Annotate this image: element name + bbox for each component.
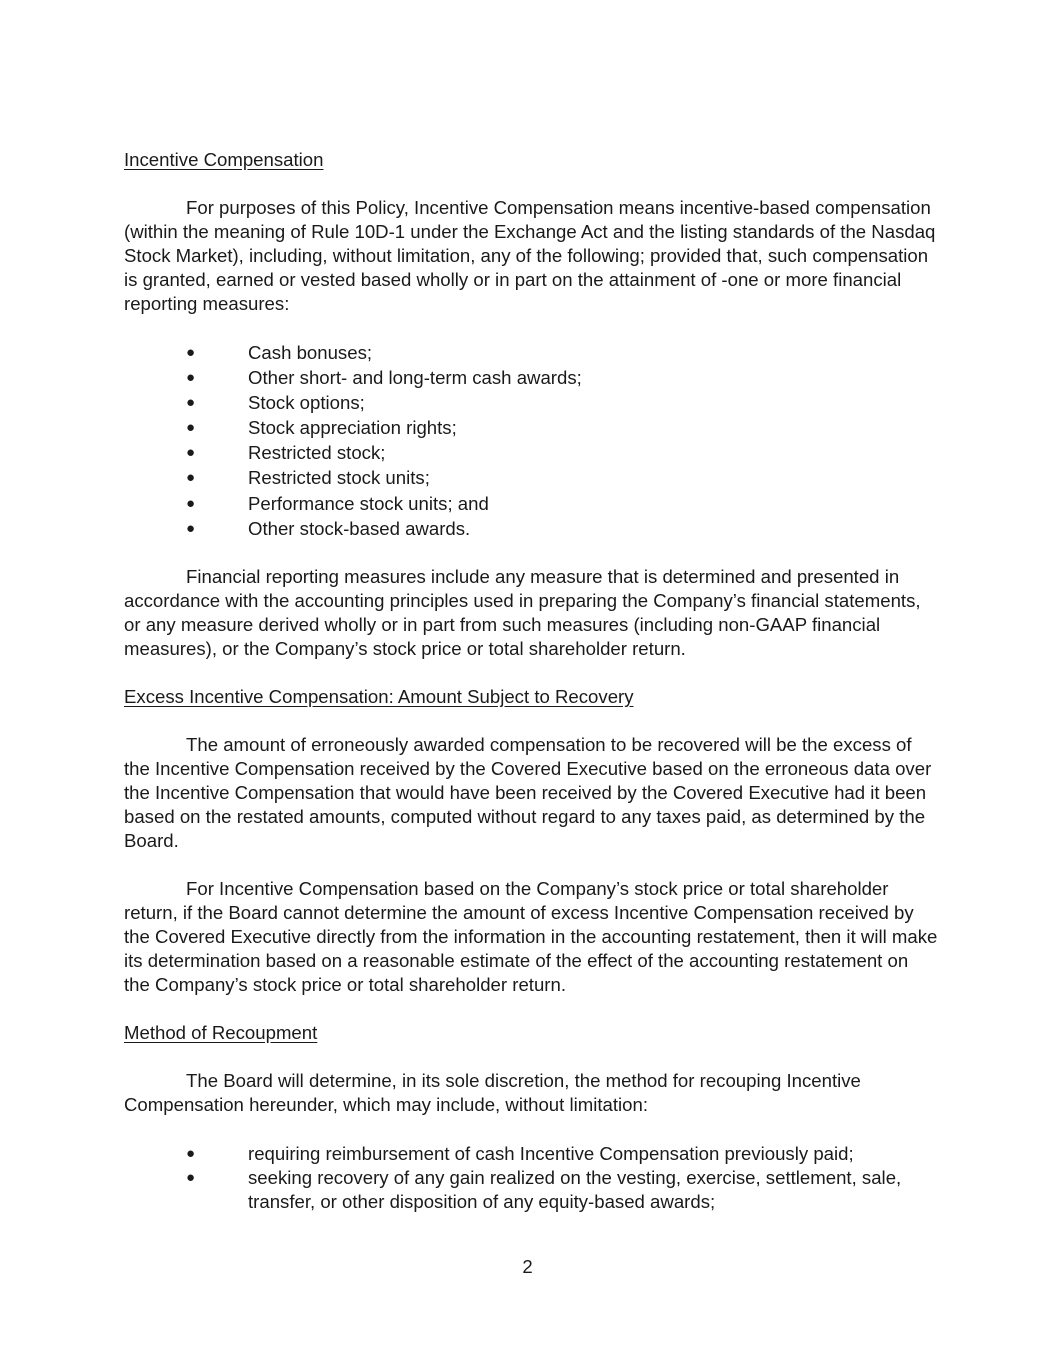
bullet-icon: ● bbox=[186, 344, 196, 361]
method-of-recoupment-heading: Method of Recoupment bbox=[124, 1021, 318, 1043]
bullet-icon: ● bbox=[186, 369, 196, 387]
list-item: ● Other stock-based awards. bbox=[124, 516, 939, 541]
bullet-icon: ● bbox=[186, 444, 196, 462]
list-item: ● Restricted stock units; bbox=[124, 465, 939, 490]
bullet-icon: ● bbox=[186, 394, 196, 412]
bullet-icon: ● bbox=[186, 519, 196, 537]
list-item: ● Performance stock units; and bbox=[124, 491, 939, 516]
bullet-icon: ● bbox=[186, 469, 196, 487]
list-item: ● Cash bonuses; bbox=[124, 340, 939, 365]
list-item: ● requiring reimbursement of cash Incentive Compensation previously paid; bbox=[124, 1141, 939, 1166]
bullet-icon: ● bbox=[186, 494, 196, 512]
recoupment-method-paragraph: The Board will determine, in its sole discretion, the method for recouping Incentive Compensation hereunder, which may include, without limitation: bbox=[124, 1069, 861, 1115]
bullet-icon: ● bbox=[186, 419, 196, 437]
incentive-compensation-definition: For purposes of this Policy, Incentive Compensation means incentive-based compensation (within the meaning of Rule 10D-1 under the Exchange Act and the listing standards of the Nasdaq Stock Market), including, without limitation, any of the following; provided that, such compensation is granted, earned or vested based wholly or in part on the attainment of -one or more financial reporting measures: bbox=[124, 197, 936, 314]
list-item: ● seeking recovery of any gain realized on the vesting, exercise, settlement, sale, transfer, or other disposition of any equity-based awards; bbox=[186, 1166, 902, 1212]
excess-incentive-compensation-heading: Excess Incentive Compensation: Amount Subject to Recovery bbox=[124, 685, 634, 707]
erroneous-compensation-paragraph: The amount of erroneously awarded compensation to be recovered will be the excess of the Incentive Compensation received by the Covered Executive based on the erroneous data over the Incentive Compensation that would have been received by the Covered Executive had it been based on the restated amounts, computed without regard to any taxes paid, as determined by the Board. bbox=[124, 733, 932, 851]
incentive-compensation-heading: Incentive Compensation bbox=[124, 149, 324, 170]
document-page bbox=[124, 148, 939, 1214]
bullet-icon: ● bbox=[186, 1144, 196, 1162]
incentive-compensation-list bbox=[124, 340, 939, 541]
recoupment-methods-list bbox=[124, 1141, 939, 1214]
list-item: ● Other short- and long-term cash awards; bbox=[124, 365, 939, 390]
stock-price-based-paragraph: For Incentive Compensation based on the Company’s stock price or total shareholder return, if the Board cannot determine the amount of excess Incentive Compensation received by the Covered Executive directly from the information in the accounting restatement, then it will make its determination based on a reasonable estimate of the effect of the accounting restatement on the Company’s stock price or total shareholder return. bbox=[124, 877, 938, 995]
page-number: 2 bbox=[522, 1256, 533, 1277]
list-item: ● Stock options; bbox=[124, 390, 939, 415]
financial-reporting-measures-paragraph: Financial reporting measures include any measure that is determined and presented in accordance with the accounting principles used in preparing the Company’s financial statements, or any measure derived wholly or in part from such measures (including non-GAAP financial measures), or the Company’s stock price or total shareholder return. bbox=[124, 565, 921, 659]
list-item: ● Restricted stock; bbox=[124, 440, 939, 465]
list-item: ● Stock appreciation rights; bbox=[124, 415, 939, 440]
bullet-icon: ● bbox=[186, 1168, 196, 1186]
